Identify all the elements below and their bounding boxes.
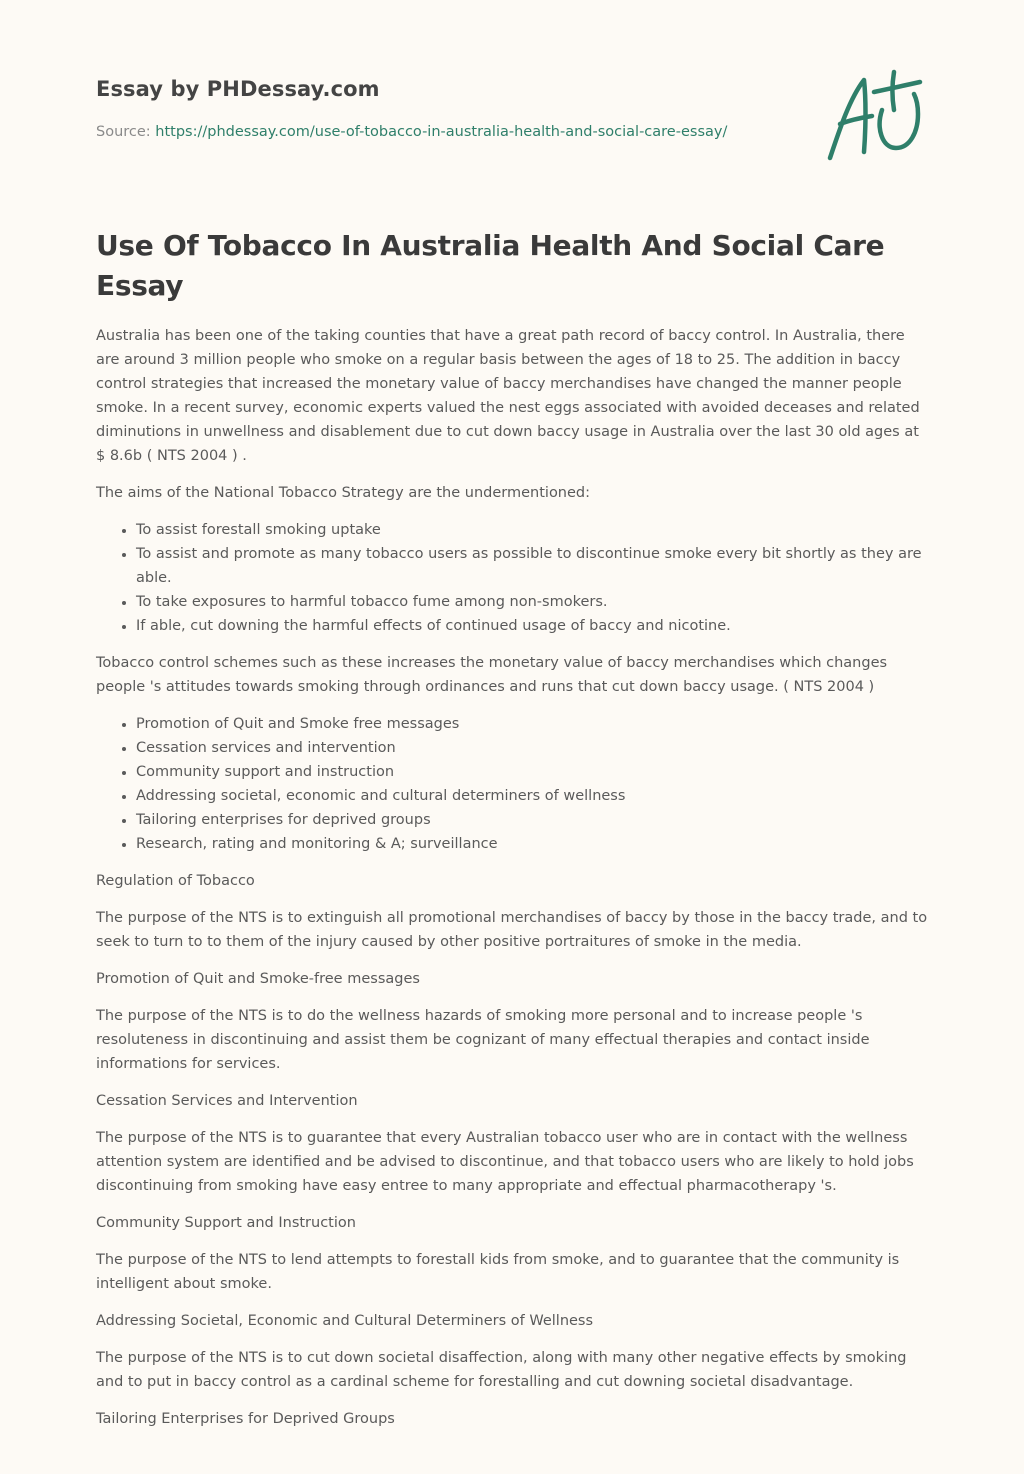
source-line [96, 124, 727, 140]
list-item: • If able, cut downing the harmful effects of continued usage of baccy and nicotine. [136, 614, 930, 638]
paragraph: The purpose of the NTS to lend attempts to forestall kids from smoke, and to guarantee that the community is intelligent about smoke. [96, 1252, 900, 1292]
list-item: • Cessation services and intervention [136, 736, 930, 760]
section-heading: Tailoring Enterprises for Deprived Groups [96, 1411, 395, 1427]
list-item: • Promotion of Quit and Smoke free messages [136, 712, 930, 736]
aims-list [96, 518, 930, 638]
paragraph: The purpose of the NTS is to guarantee that every Australian tobacco user who are in contact with the wellness attention system are identified and be advised to discontinue, and that tobacco users who are likely to hold jobs discontinuing from smoking have easy entree to many appropriate and effectual pharmacotherapy 's. [96, 1130, 914, 1194]
list-item: • Addressing societal, economic and cultural determiners of wellness [136, 784, 930, 808]
paragraph: The aims of the National Tobacco Strategy are the undermentioned: [96, 485, 591, 501]
list-item: • Community support and instruction [136, 760, 930, 784]
source-link[interactable]: https://phdessay.com/use-of-tobacco-in-australia-health-and-social-care-essay/ [155, 124, 728, 140]
essay-title: Use Of Tobacco In Australia Health And Social Care Essay [96, 229, 885, 302]
section-heading: Cessation Services and Intervention [96, 1093, 358, 1109]
paragraph: The purpose of the NTS is to extinguish all promotional merchandises of baccy by those in the baccy trade, and to seek to turn to to them of the injury caused by other positive portraitures of smoke in the media. [96, 910, 928, 950]
source-label: Source: [96, 124, 151, 140]
paragraph: The purpose of the NTS is to do the wellness hazards of smoking more personal and to increase people 's resoluteness in discontinuing and assist them be cognizant of many effectual therapies and contact inside informations for services. [96, 1008, 870, 1072]
paragraph: Tobacco control schemes such as these increases the monetary value of baccy merchandises which changes people 's attitudes towards smoking through ordinances and runs that cut down baccy usage. ( NTS 2004 ) [96, 655, 888, 695]
paragraph: Australia has been one of the taking counties that have a great path record of baccy control. In Australia, there are around 3 million people who smoke on a regular basis between the ages of 18 to 25. The addition in baccy control strategies that increased the monetary value of baccy merchandises have changed the manner people smoke. In a recent survey, economic experts valued the nest eggs associated with avoided deceases and related diminutions in unwellness and disablement due to cut down baccy usage in Australia over the last 30 old ages at $ 8.6b ( NTS 2004 ) . [96, 328, 920, 464]
essay-body [96, 324, 930, 1444]
paragraph: The purpose of the NTS is to cut down societal disaffection, along with many other negative effects by smoking and to put in baccy control as a cardinal scheme for forestalling and cut downing societal disadvantage. [96, 1350, 907, 1390]
section-heading: Promotion of Quit and Smoke-free messages [96, 971, 420, 987]
list-item: • To assist forestall smoking uptake [136, 518, 930, 542]
list-item: • Research, rating and monitoring & A; surveillance [136, 832, 930, 856]
a-plus-logo-icon [826, 68, 930, 164]
brand-title: Essay by PHDessay.com [96, 77, 380, 101]
schemes-list [96, 712, 930, 856]
section-heading: Community Support and Instruction [96, 1215, 356, 1231]
list-item: • To assist and promote as many tobacco users as possible to discontinue smoke every bit shortly as they are able. [136, 542, 930, 590]
section-heading: Addressing Societal, Economic and Cultural Determiners of Wellness [96, 1313, 594, 1329]
list-item: • To take exposures to harmful tobacco fume among non-smokers. [136, 590, 930, 614]
section-heading: Regulation of Tobacco [96, 873, 255, 889]
list-item: • Tailoring enterprises for deprived groups [136, 808, 930, 832]
